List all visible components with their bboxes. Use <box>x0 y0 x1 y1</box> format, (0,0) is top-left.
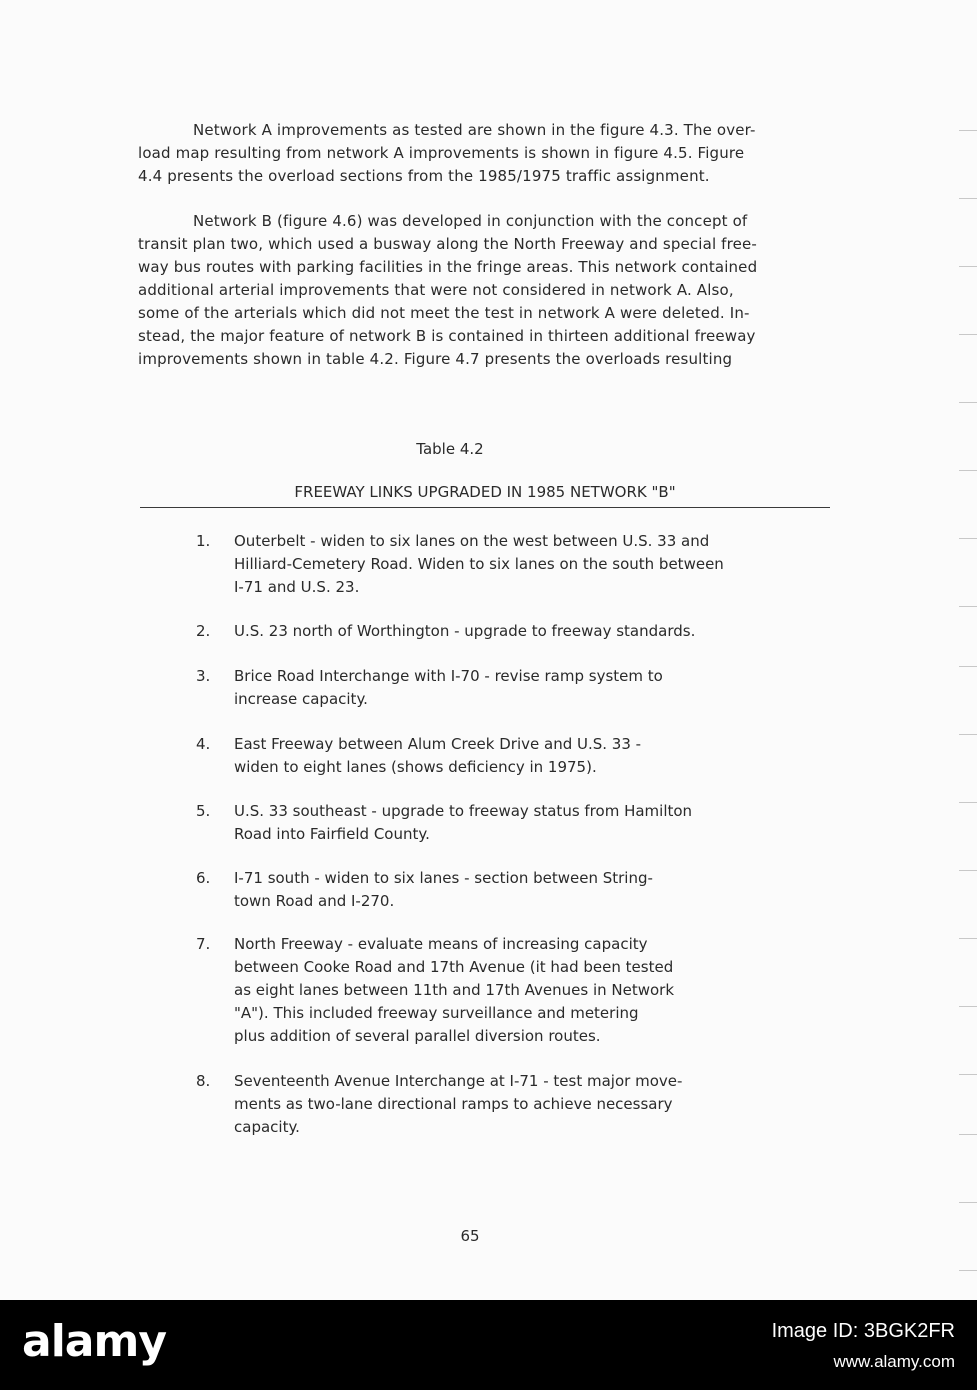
list-item-line: Seventeenth Avenue Interchange at I-71 - test major move- <box>234 1072 683 1090</box>
list-item-line: ments as two-lane directional ramps to achieve necessary <box>234 1095 673 1113</box>
list-item-line: between Cooke Road and 17th Avenue (it had been tested <box>234 958 674 976</box>
list-item-line: widen to eight lanes (shows deficiency in 1975). <box>234 758 597 776</box>
list-item-number: 4. <box>196 735 211 753</box>
list-item-line: North Freeway - evaluate means of increasing capacity <box>234 935 648 953</box>
table-title: FREEWAY LINKS UPGRADED IN 1985 NETWORK "B" <box>294 483 676 501</box>
list-item-line: Road into Fairfield County. <box>234 825 430 843</box>
site-url: www.alamy.com <box>833 1352 955 1371</box>
list-item-line: Hilliard-Cemetery Road. Widen to six lanes on the south between <box>234 555 724 573</box>
paragraph-line: Network A improvements as tested are shown in the figure 4.3. The over- <box>193 121 756 139</box>
list-item-line: I-71 south - widen to six lanes - section between String- <box>234 869 653 887</box>
paragraph-line: stead, the major feature of network B is contained in thirteen additional freeway <box>138 327 756 345</box>
paragraph-line: load map resulting from network A improvements is shown in figure 4.5. Figure <box>138 144 745 162</box>
list-item-number: 1. <box>196 532 211 550</box>
list-item-number: 8. <box>196 1072 211 1090</box>
list-item-number: 2. <box>196 622 211 640</box>
list-item-number: 6. <box>196 869 211 887</box>
paragraph-line: some of the arterials which did not meet the test in network A were deleted. In- <box>138 304 750 322</box>
list-item-number: 5. <box>196 802 211 820</box>
paragraph-line: way bus routes with parking facilities in the fringe areas. This network contained <box>138 258 758 276</box>
list-item-line: Brice Road Interchange with I-70 - revise ramp system to <box>234 667 663 685</box>
watermark-banner <box>0 1300 977 1390</box>
paragraph-line: improvements shown in table 4.2. Figure 4.7 presents the overloads resulting <box>138 350 733 368</box>
list-item-line: as eight lanes between 11th and 17th Avenues in Network <box>234 981 675 999</box>
paragraph-line: 4.4 presents the overload sections from the 1985/1975 traffic assignment. <box>138 167 710 185</box>
list-item-line: Outerbelt - widen to six lanes on the west between U.S. 33 and <box>234 532 710 550</box>
table-caption: Table 4.2 <box>416 440 484 458</box>
list-item-line: town Road and I-270. <box>234 892 395 910</box>
list-item-line: I-71 and U.S. 23. <box>234 578 360 596</box>
page-number: 65 <box>460 1227 480 1245</box>
list-item-line: plus addition of several parallel diversion routes. <box>234 1027 601 1045</box>
list-item-line: U.S. 23 north of Worthington - upgrade to freeway standards. <box>234 622 696 640</box>
list-item-line: capacity. <box>234 1118 300 1136</box>
list-item-line: U.S. 33 southeast - upgrade to freeway status from Hamilton <box>234 802 693 820</box>
alamy-logo: alamy <box>22 1316 166 1367</box>
image-id: Image ID: 3BGK2FR <box>771 1320 955 1342</box>
list-item-line: "A"). This included freeway surveillance and metering <box>234 1004 639 1022</box>
paragraph-line: additional arterial improvements that were not considered in network A. Also, <box>138 281 734 299</box>
paragraph-network-b <box>138 210 838 371</box>
list-item-number: 7. <box>196 935 211 953</box>
list-item-line: increase capacity. <box>234 690 368 708</box>
paragraph-line: transit plan two, which used a busway along the North Freeway and special free- <box>138 235 757 253</box>
margin-tick-marks <box>955 0 977 1300</box>
paragraph-network-a <box>138 119 838 188</box>
list-item-line: East Freeway between Alum Creek Drive and U.S. 33 - <box>234 735 642 753</box>
list-item-number: 3. <box>196 667 211 685</box>
paragraph-line: Network B (figure 4.6) was developed in conjunction with the concept of <box>193 212 748 230</box>
table-title-rule <box>140 507 830 508</box>
